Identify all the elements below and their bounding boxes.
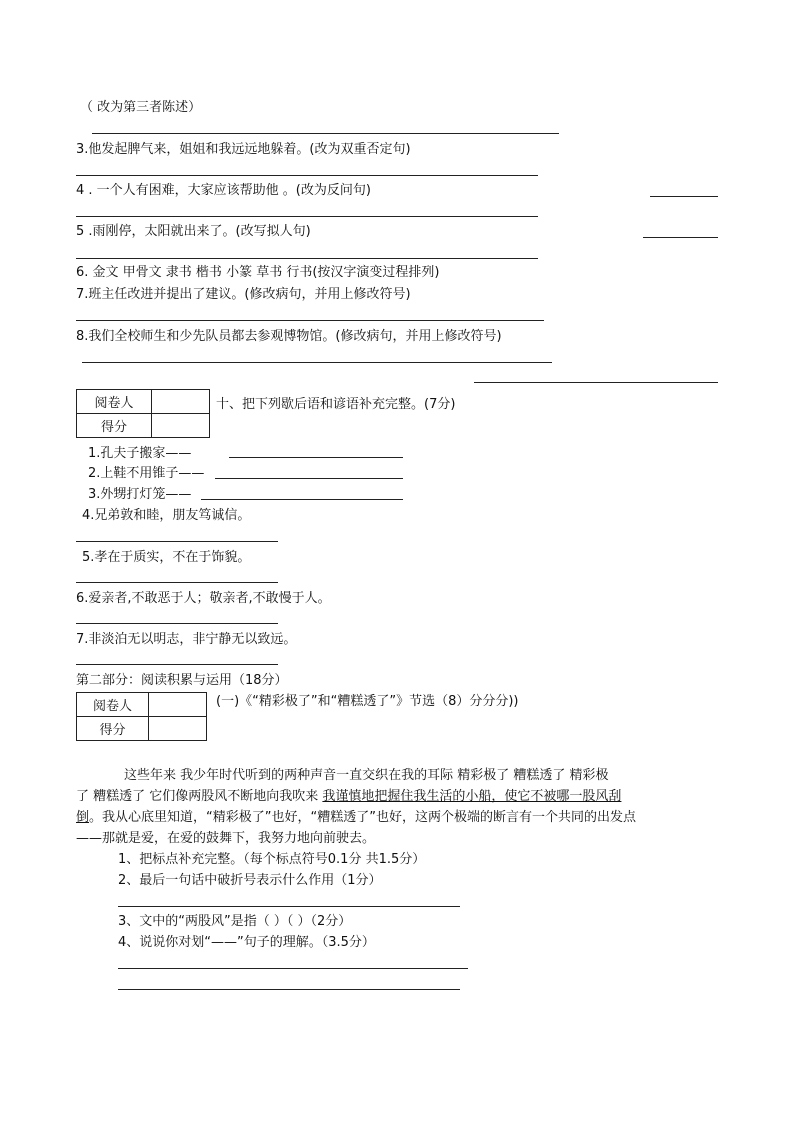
answer-line[interactable] bbox=[229, 457, 403, 458]
reading-subtitle: (一)《“精彩极了”和“糟糕透了”》节选（8）分分分)) bbox=[216, 694, 519, 709]
answer-line[interactable] bbox=[76, 175, 538, 176]
answer-line[interactable] bbox=[76, 623, 278, 624]
passage-line-2-text: 了 糟糕透了 它们像两股风不断地向我吹来 bbox=[76, 789, 323, 804]
exercise-line-6: 6. 金文 甲骨文 隶书 楷书 小篆 草书 行书(按汉字演变过程排列) bbox=[76, 265, 440, 280]
passage-line-2 bbox=[76, 789, 621, 805]
answer-line[interactable] bbox=[474, 382, 718, 383]
proverb-item-5: 5.孝在于质实，不在于饰貌。 bbox=[82, 550, 251, 565]
underlined-sentence: 我谨慎地把握住我生活的小船，使它不被哪一股风刮 bbox=[322, 789, 622, 804]
passage-line-3-text: 。我从心底里知道，“精彩极了”也好，“糟糕透了”也好，这两个极端的断言有一个共同的出发点 bbox=[89, 810, 636, 825]
answer-line[interactable] bbox=[76, 664, 278, 665]
passage-line-1: 这些年来 我少年时代听到的两种声音一直交织在我的耳际 精彩极了 糟糕透了 精彩极 bbox=[124, 768, 609, 783]
reviewer-cell[interactable] bbox=[152, 390, 210, 414]
exercise-line-8: 8.我们全校师生和少先队员都去参观博物馆。(修改病句，并用上修改符号) bbox=[76, 329, 502, 344]
reviewer-cell[interactable] bbox=[149, 693, 207, 717]
exercise-line-1: （ 改为第三者陈述） bbox=[80, 100, 202, 115]
score-box-section-10 bbox=[76, 389, 210, 438]
passage-line-4: ——那就是爱，在爱的鼓舞下，我努力地向前驶去。 bbox=[76, 831, 376, 846]
answer-line[interactable] bbox=[215, 478, 403, 479]
exercise-line-7: 7.班主任改进并提出了建议。(修改病句，并用上修改符号) bbox=[76, 287, 411, 302]
exercise-line-5: 5 .雨刚停，太阳就出来了。(改写拟人句) bbox=[76, 224, 311, 239]
proverb-item-3: 3.外甥打灯笼—— bbox=[88, 487, 192, 502]
score-label: 得分 bbox=[77, 717, 149, 741]
proverb-item-6: 6.爱亲者,不敢恶于人；敬亲者,不敢慢于人。 bbox=[76, 591, 331, 606]
answer-line[interactable] bbox=[118, 906, 460, 907]
reviewer-label: 阅卷人 bbox=[77, 390, 152, 414]
answer-line[interactable] bbox=[92, 133, 559, 134]
answer-line[interactable] bbox=[76, 216, 538, 217]
proverb-item-7: 7.非淡泊无以明志，非宁静无以致远。 bbox=[76, 632, 297, 647]
answer-line[interactable] bbox=[118, 968, 468, 969]
question-1: 1、把标点补充完整。（每个标点符号0.1分 共1.5分） bbox=[118, 852, 426, 867]
exercise-line-3: 3.他发起脾气来，姐姐和我远远地躲着。(改为双重否定句) bbox=[76, 142, 411, 157]
reviewer-label: 阅卷人 bbox=[77, 693, 149, 717]
part-2-heading: 第二部分：阅读积累与运用（18分） bbox=[76, 673, 288, 688]
answer-line[interactable] bbox=[650, 196, 718, 197]
answer-line[interactable] bbox=[82, 362, 552, 363]
underlined-sentence-end: 倒 bbox=[76, 810, 90, 825]
score-cell[interactable] bbox=[149, 717, 207, 741]
proverb-item-2: 2.上鞋不用锥子—— bbox=[88, 466, 205, 481]
answer-line[interactable] bbox=[76, 541, 278, 542]
proverb-item-1: 1.孔夫子搬家—— bbox=[88, 446, 192, 461]
answer-line[interactable] bbox=[118, 989, 460, 990]
question-3: 3、文中的“两股风”是指（ ）（ ）（2分） bbox=[118, 914, 352, 929]
answer-line[interactable] bbox=[201, 499, 403, 500]
answer-line[interactable] bbox=[76, 258, 538, 259]
score-box-part-2 bbox=[76, 692, 207, 741]
section-10-title: 十、把下列歇后语和谚语补充完整。(7分) bbox=[216, 397, 456, 412]
score-cell[interactable] bbox=[152, 414, 210, 438]
answer-line[interactable] bbox=[643, 237, 718, 238]
score-label: 得分 bbox=[77, 414, 152, 438]
question-2: 2、最后一句话中破折号表示什么作用（1分） bbox=[118, 873, 382, 888]
question-4: 4、说说你对划“——”句子的理解。（3.5分） bbox=[118, 935, 375, 950]
proverb-item-4: 4.兄弟敦和睦，朋友笃诚信。 bbox=[82, 508, 251, 523]
answer-line[interactable] bbox=[76, 320, 544, 321]
passage-line-3 bbox=[76, 810, 636, 826]
answer-line[interactable] bbox=[76, 582, 278, 583]
exercise-line-4: 4 . 一个人有困难，大家应该帮助他 。(改为反问句) bbox=[76, 183, 371, 198]
